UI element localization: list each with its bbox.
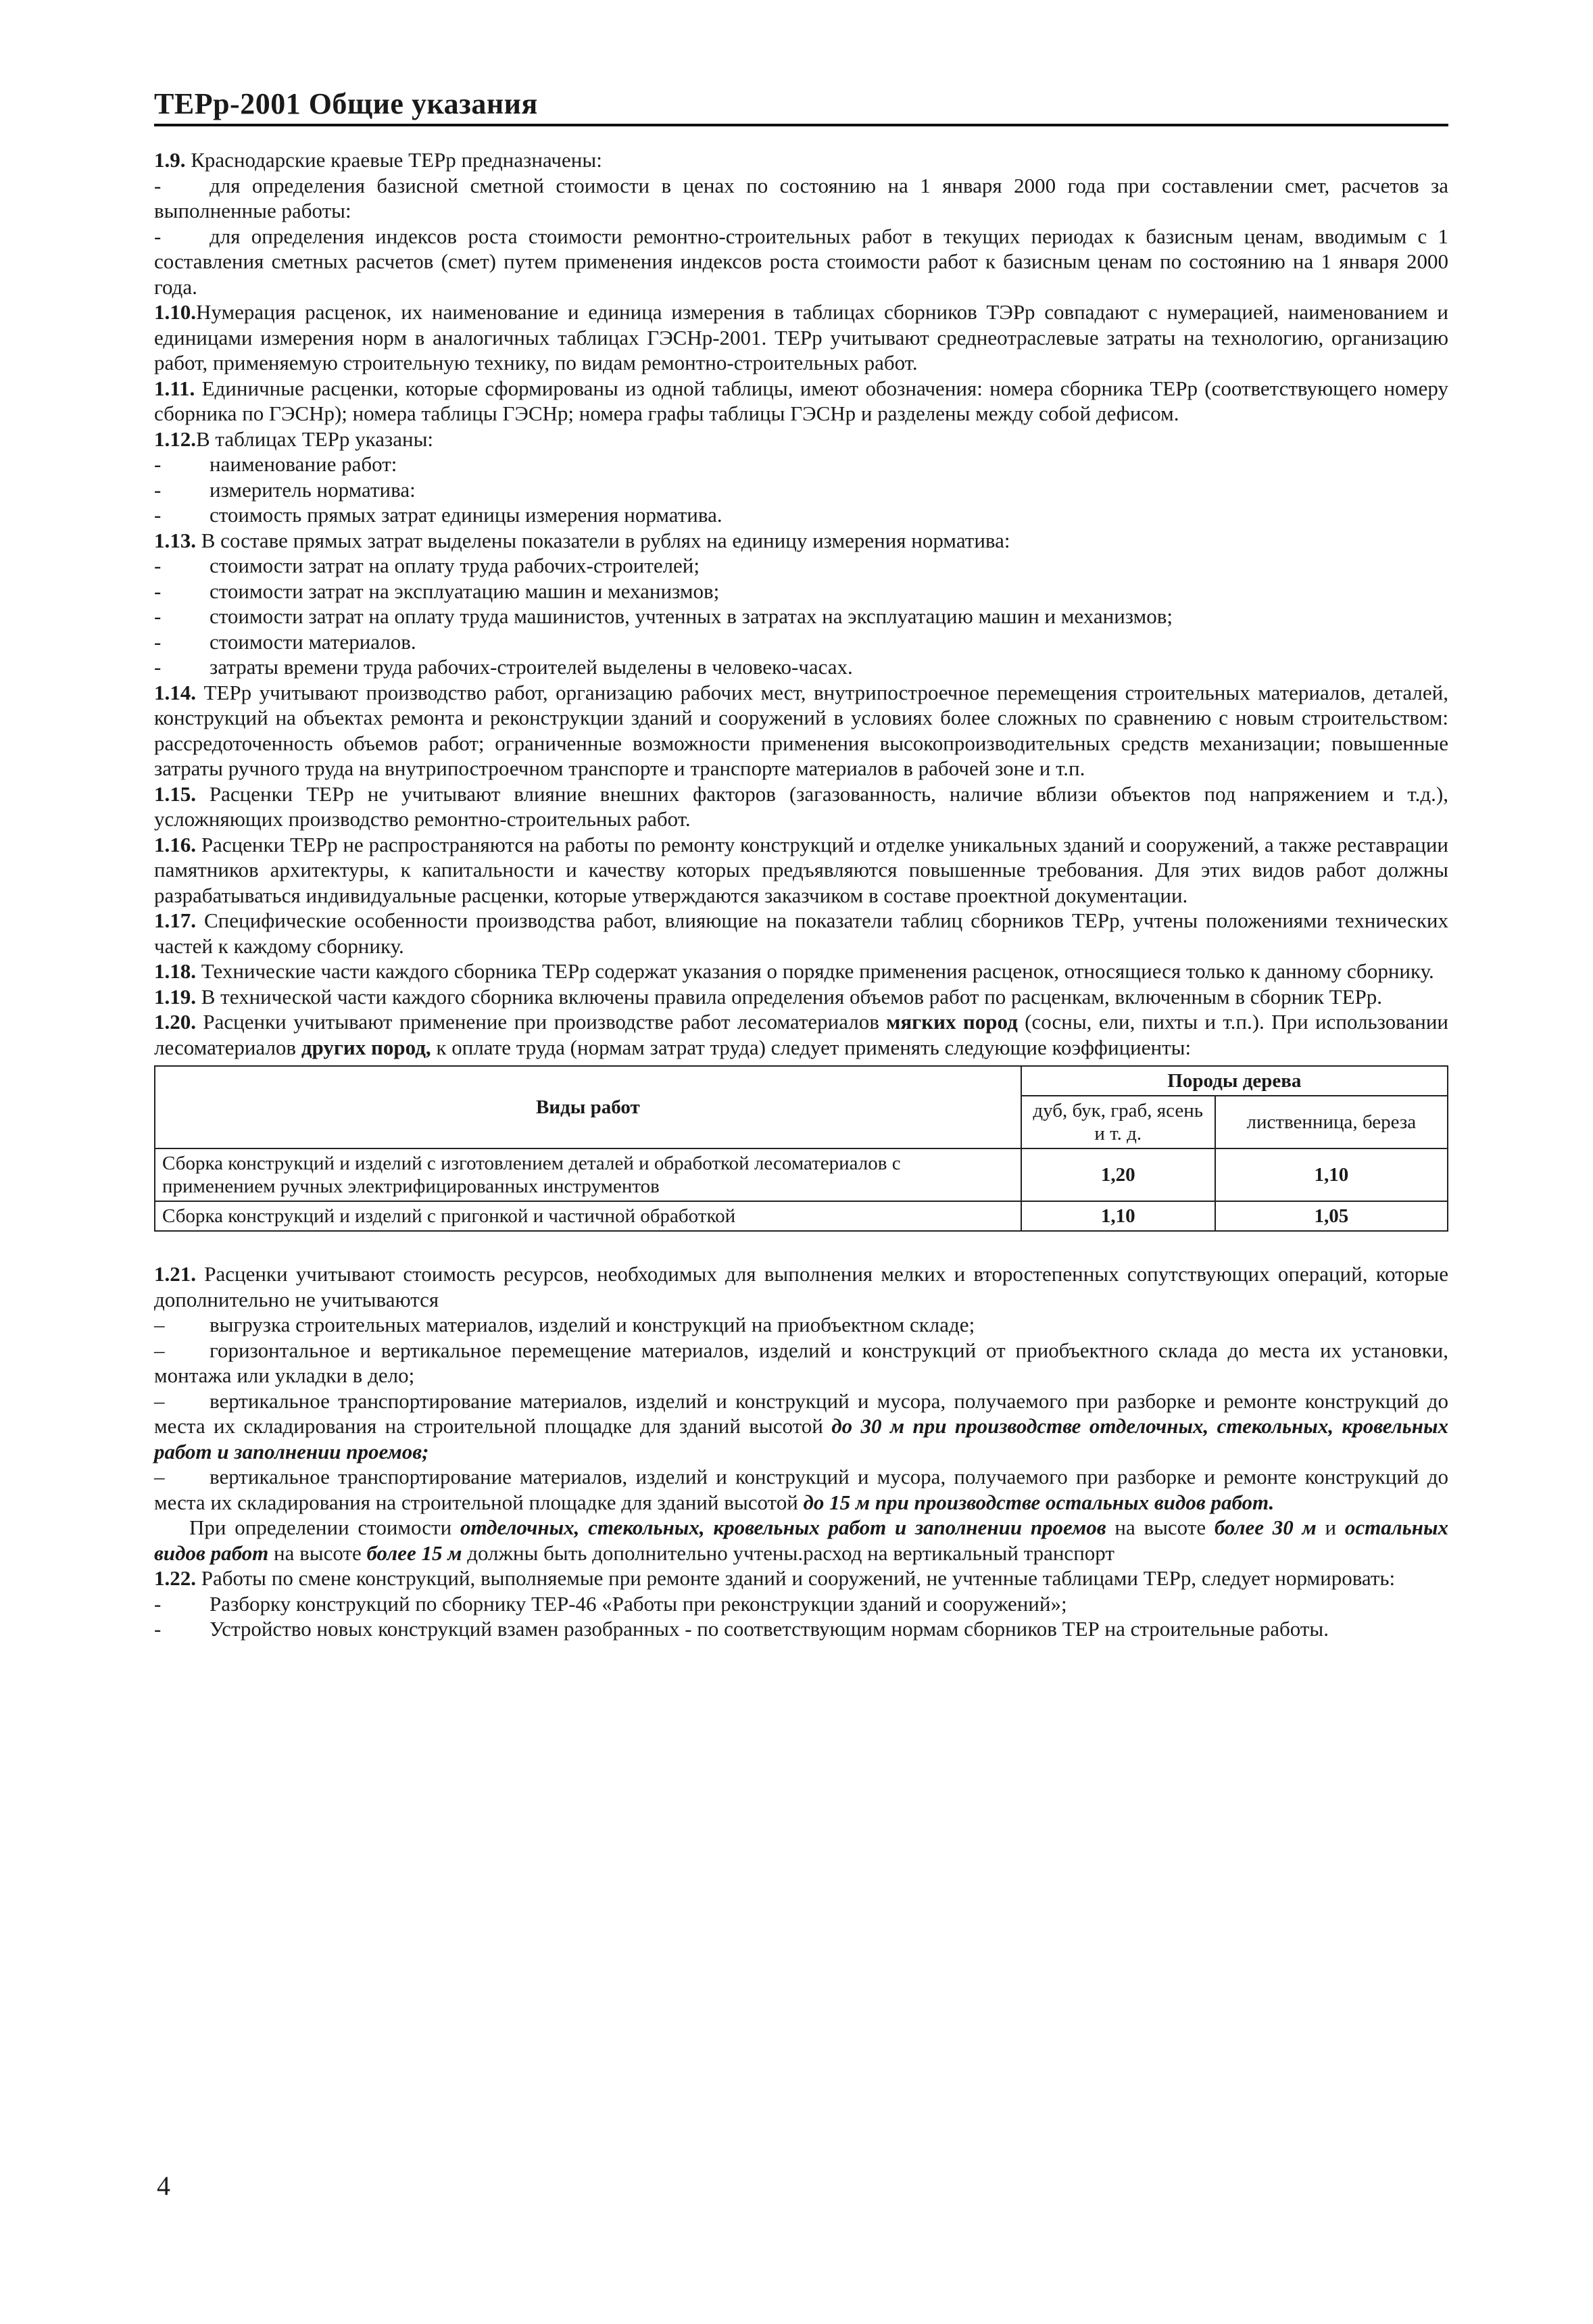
list-item-text: затраты времени труда рабочих-строителей выделены в человеко-часах. bbox=[210, 655, 853, 679]
paragraph-text: В технической части каждого сборника включены правила определения объемов работ по расценкам, включенным в сборник ТЕРр. bbox=[196, 984, 1382, 1009]
paragraph-text: Специфические особенности производства работ, влияющие на показатели таблиц сборников ТЕРр, учтены положениями технических частей к каждому сборнику. bbox=[154, 909, 1448, 958]
list-item: - для определения индексов роста стоимости ремонтно-строительных работ в текущих периодах к базисным ценам, вводимым с 1 составления сметных расчетов (смет) путем применения индексов роста стоимости работ к базисным ценам по состоянию на 1 января 2000 года. bbox=[154, 224, 1448, 299]
paragraph-text: (сосны, ели, пихты и т.п.). При использовании лесоматериалов bbox=[154, 1010, 1448, 1059]
list-item: - стоимости затрат на эксплуатацию машин и механизмов; bbox=[154, 579, 720, 603]
paragraph-1-12 bbox=[154, 427, 1448, 452]
paragraph-text: и bbox=[1316, 1516, 1345, 1539]
table-header-larch-birch: лиственница, береза bbox=[1215, 1096, 1448, 1148]
table-header-wood-group: Породы дерева bbox=[1021, 1066, 1448, 1096]
list-item-text: горизонтальное и вертикальное перемещение материалов, изделий и конструкций от приобъектного склада до места их установки, монтажа или укладки в дело; bbox=[154, 1338, 1448, 1387]
list-item: - затраты времени труда рабочих-строителей выделены в человеко-часах. bbox=[154, 655, 853, 679]
page-title: ТЕРр-2001 Общие указания bbox=[154, 87, 538, 120]
clause-number: 1.20. bbox=[154, 1010, 196, 1034]
list-item-text: Разборку конструкций по сборнику ТЕР-46 «Работы при реконструкции зданий и сооружений»; bbox=[210, 1591, 1067, 1616]
list-item-text: стоимости затрат на оплату труда рабочих-строителей; bbox=[210, 554, 700, 577]
list-item-text: для определения базисной сметной стоимости в ценах по состоянию на 1 января 2000 года при составлении смет, расчетов за выполненные работы: bbox=[154, 173, 1448, 222]
paragraph-text: на высоте bbox=[1106, 1516, 1215, 1539]
clause-number: 1.12. bbox=[154, 427, 196, 451]
wood-coefficient-table bbox=[154, 1065, 1448, 1232]
paragraph-text: Единичные расценки, которые сформированы из одной таблицы, имеют обозначения: номера сборника ТЕРр (соответствующего номеру сборника по ГЭСНр); номера таблицы ГЭСНр; номера графы таблицы ГЭСНр и разделены между собой дефисом. bbox=[154, 376, 1448, 425]
paragraph-1-9 bbox=[154, 147, 1448, 173]
paragraph-text: Расценки ТЕРр не учитывают влияние внешних факторов (загазованность, наличие вблизи объектов под напряжением и т.д.), усложняющих производство ремонтно-строительных работ. bbox=[154, 781, 1448, 831]
paragraph-text: Краснодарские краевые ТЕРр предназначены: bbox=[185, 148, 602, 172]
table-header-hardwood: дуб, бук, граб, ясень и т. д. bbox=[1021, 1096, 1215, 1148]
list-item-text: стоимость прямых затрат единицы измерения норматива. bbox=[210, 503, 722, 527]
list-item: - стоимости материалов. bbox=[154, 629, 416, 654]
table-cell-work: Сборка конструкций и изделий с изготовлением деталей и обработкой лесоматериалов с применением ручных электрифицированных инструментов bbox=[155, 1148, 1021, 1201]
list-item-text: вертикальное транспортирование материалов, изделий и конструкций и мусора, получаемого при разборке и ремонте конструкций до места их складирования на строительной площадке для зданий высотой bbox=[154, 1388, 1448, 1438]
paragraph-1-18 bbox=[154, 959, 1448, 984]
clause-number: 1.21. bbox=[154, 1262, 196, 1286]
clause-number: 1.14. bbox=[154, 680, 196, 704]
list-item-text: стоимости материалов. bbox=[210, 629, 416, 654]
paragraph-1-14 bbox=[154, 680, 1448, 781]
paragraph-text: Расценки учитывают стоимость ресурсов, необходимых для выполнения мелких и второстепенных сопутствующих операций, которые дополнительно не учитываются bbox=[154, 1262, 1448, 1311]
paragraph-1-20 bbox=[154, 1009, 1448, 1060]
list-item: – горизонтальное и вертикальное перемещение материалов, изделий и конструкций от приобъектного склада до места их установки, монтажа или укладки в дело; bbox=[154, 1338, 1448, 1387]
list-item: - для определения базисной сметной стоимости в ценах по состоянию на 1 января 2000 года при составлении смет, расчетов за выполненные работы: bbox=[154, 173, 1448, 222]
list-item-text: выгрузка строительных материалов, изделий и конструкций на приобъектном складе; bbox=[210, 1313, 975, 1336]
list-item: - наименование работ: bbox=[154, 452, 397, 476]
emphasis-text: до 30 м при производстве отделочных, стекольных, кровельных работ и заполнении проемов; bbox=[154, 1414, 1448, 1463]
clause-number: 1.22. bbox=[154, 1566, 196, 1590]
list-item-text: стоимости затрат на оплату труда машинистов, учтенных в затратах на эксплуатацию машин и механизмов; bbox=[210, 604, 1173, 628]
table-cell-coefficient: 1,05 bbox=[1215, 1201, 1448, 1231]
emphasis-text: других пород, bbox=[301, 1035, 431, 1059]
list-item-text: для определения индексов роста стоимости ремонтно-строительных работ в текущих периодах к базисным ценам, вводимым с 1 составления сметных расчетов (смет) путем применения индексов роста стоимости работ к базисным ценам по состоянию на 1 января 2000 года. bbox=[154, 224, 1448, 299]
emphasis-text: более 30 м bbox=[1214, 1516, 1317, 1539]
clause-number: 1.9. bbox=[154, 148, 186, 172]
paragraph-1-21-note bbox=[154, 1515, 1448, 1566]
paragraph-1-13 bbox=[154, 528, 1448, 554]
paragraph-text: Нумерация расценок, их наименование и единица измерения в таблицах сборников ТЭРр совпадают с нумерацией, наименованием и единицами измерения норм в аналогичных таблицах ГЭСНр-2001. ТЕРр учитывают среднеотраслевые затраты на технологию, организацию работ, применяемую строительную технику, по видам ремонтно-строительных работ. bbox=[154, 300, 1448, 374]
paragraph-text: Расценки ТЕРр не распространяются на работы по ремонту конструкций и отделке уникальных зданий и сооружений, а также реставрации памятников архитектуры, к капитальности и качеству которых предъявляются повышенные требования. Для этих видов работ должны разрабатываться индивидуальные расценки, которые утверждаются заказчиком в составе проектной документации. bbox=[154, 832, 1448, 907]
paragraph-1-10 bbox=[154, 299, 1448, 376]
list-item: - Устройство новых конструкций взамен разобранных - по соответствующим нормам сборников ТЕР на строительные работы. bbox=[154, 1617, 1329, 1641]
paragraph-1-21 bbox=[154, 1261, 1448, 1312]
paragraph-text: Технические части каждого сборника ТЕРр содержат указания о порядке применения расценок, относящиеся только к данному сборнику. bbox=[196, 959, 1434, 983]
list-item: – вертикальное транспортирование материалов, изделий и конструкций и мусора, получаемого при разборке и ремонте конструкций до места их складирования на строительной площадке для зданий высотой до 30 м при производстве отделочных, стекольных, кровельных работ и заполнении проемов; bbox=[154, 1388, 1448, 1463]
list-item-text: Устройство новых конструкций взамен разобранных - по соответствующим нормам сборников ТЕР на строительные работы. bbox=[210, 1617, 1329, 1641]
paragraph-text: должны быть дополнительно учтены.расход на вертикальный транспорт bbox=[462, 1541, 1114, 1565]
page-header bbox=[154, 87, 1448, 126]
table-cell-coefficient: 1,10 bbox=[1215, 1148, 1448, 1201]
clause-number: 1.10. bbox=[154, 300, 196, 324]
emphasis-text: остальных видов работ bbox=[154, 1516, 1448, 1565]
document-body bbox=[154, 147, 1448, 1642]
page-number: 4 bbox=[157, 2171, 170, 2201]
table-row bbox=[155, 1201, 1448, 1231]
list-item-text: стоимости затрат на эксплуатацию машин и механизмов; bbox=[210, 579, 720, 603]
clause-number: 1.17. bbox=[154, 909, 196, 932]
table-header-work: Виды работ bbox=[155, 1066, 1021, 1148]
paragraph-1-16 bbox=[154, 832, 1448, 909]
emphasis-text: отделочных, стекольных, кровельных работ и заполнении проемов bbox=[460, 1516, 1106, 1539]
list-item-text: измеритель норматива: bbox=[210, 477, 416, 502]
clause-number: 1.13. bbox=[154, 528, 196, 552]
clause-number: 1.18. bbox=[154, 959, 196, 983]
clause-number: 1.19. bbox=[154, 984, 196, 1009]
list-item-text: наименование работ: bbox=[210, 452, 397, 476]
emphasis-text: мягких пород bbox=[886, 1010, 1018, 1034]
clause-number: 1.11. bbox=[154, 376, 195, 400]
table-cell-work: Сборка конструкций и изделий с пригонкой и частичной обработкой bbox=[155, 1201, 1021, 1231]
paragraph-1-22 bbox=[154, 1566, 1448, 1591]
emphasis-text: более 15 м bbox=[366, 1541, 462, 1565]
paragraph-text: к оплате труда (нормам затрат труда) следует применять следующие коэффициенты: bbox=[431, 1035, 1192, 1059]
emphasis-text: до 15 м при производстве остальных видов работ. bbox=[803, 1490, 1275, 1514]
paragraph-text: Расценки учитывают применение при производстве работ лесоматериалов bbox=[196, 1010, 887, 1034]
clause-number: 1.16. bbox=[154, 832, 196, 856]
list-item: - Разборку конструкций по сборнику ТЕР-46 «Работы при реконструкции зданий и сооружений»; bbox=[154, 1591, 1067, 1616]
paragraph-text: ТЕРр учитывают производство работ, организацию рабочих мест, внутрипостроечное перемещения строительных материалов, деталей, конструкций на объектах ремонта и реконструкции зданий и сооружений в условиях более сложных по сравнению с новым строительством: рассредоточенность объемов работ; ограниченные возможности применения высокопроизводительных средств механизации; повышенные затраты ручного труда на внутрипостроечном транспорте и транспорте материалов в рабочей зоне и т.п. bbox=[154, 680, 1448, 780]
clause-number: 1.15. bbox=[154, 781, 196, 806]
paragraph-text: При определении стоимости bbox=[189, 1516, 460, 1539]
paragraph-text: Работы по смене конструкций, выполняемые при ремонте зданий и сооружений, не учтенные таблицами ТЕРр, следует нормировать: bbox=[196, 1566, 1396, 1590]
paragraph-text: на высоте bbox=[268, 1541, 367, 1565]
list-item: – вертикальное транспортирование материалов, изделий и конструкций и мусора, получаемого при разборке и ремонте конструкций до места их складирования на строительной площадке для зданий высотой до 15 м при производстве остальных видов работ. bbox=[154, 1465, 1448, 1514]
list-item: – выгрузка строительных материалов, изделий и конструкций на приобъектном складе; bbox=[154, 1313, 975, 1336]
paragraph-1-15 bbox=[154, 781, 1448, 832]
list-item: - стоимости затрат на оплату труда машинистов, учтенных в затратах на эксплуатацию машин и механизмов; bbox=[154, 604, 1173, 628]
table-row bbox=[155, 1148, 1448, 1201]
paragraph-text: В таблицах ТЕРр указаны: bbox=[196, 427, 434, 451]
paragraph-1-17 bbox=[154, 908, 1448, 959]
table-cell-coefficient: 1,10 bbox=[1021, 1201, 1215, 1231]
list-item: - стоимости затрат на оплату труда рабочих-строителей; bbox=[154, 554, 700, 577]
list-item-text: вертикальное транспортирование материалов, изделий и конструкций и мусора, получаемого при разборке и ремонте конструкций до места их складирования на строительной площадке для зданий высотой bbox=[154, 1465, 1448, 1514]
paragraph-text: В составе прямых затрат выделены показатели в рублях на единицу измерения норматива: bbox=[196, 528, 1010, 552]
table-cell-coefficient: 1,20 bbox=[1021, 1148, 1215, 1201]
paragraph-1-19 bbox=[154, 984, 1448, 1010]
list-item: - стоимость прямых затрат единицы измерения норматива. bbox=[154, 503, 722, 527]
list-item: - измеритель норматива: bbox=[154, 477, 416, 502]
paragraph-1-11 bbox=[154, 376, 1448, 427]
